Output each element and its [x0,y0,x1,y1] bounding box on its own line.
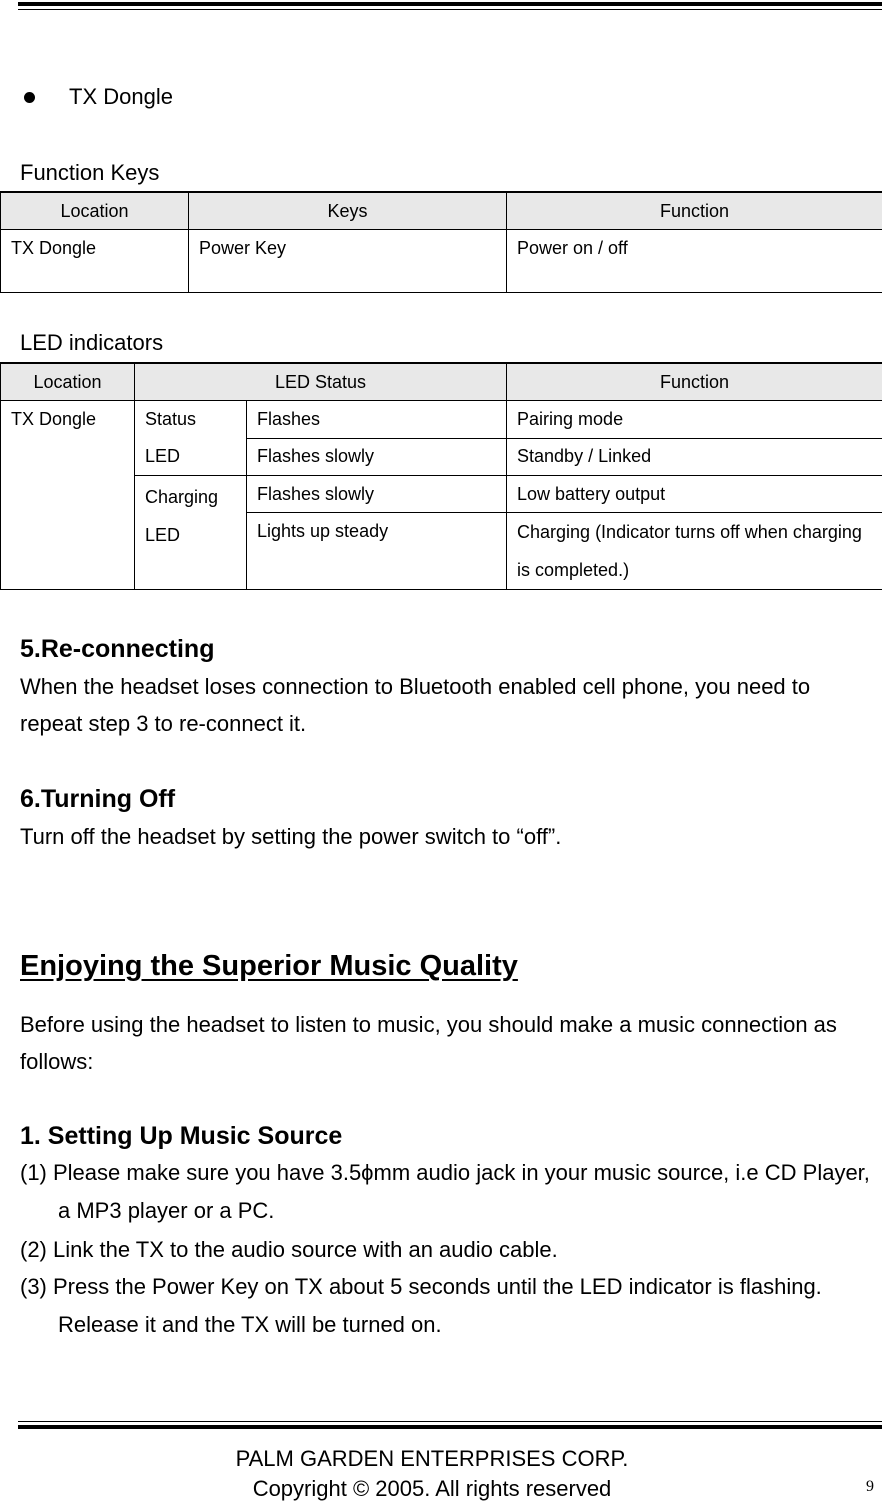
bottom-rule [18,1425,882,1429]
table-header-row [1,363,882,401]
setup-step-3: (3) Press the Power Key on TX about 5 seconds until the LED indicator is flashing. Release it and the TX will be turned on. [20,1268,882,1344]
cell-led-status: Flashes slowly [247,476,507,513]
cell-function: Low battery output [507,476,882,513]
footer-company: PALM GARDEN ENTERPRISES CORP. [0,1444,864,1474]
cell-led-status: Lights up steady [247,513,507,590]
cell-location: TX Dongle [1,401,135,590]
page-number: 9 [866,1478,874,1496]
cell-led-status: Flashes slowly [247,438,507,476]
cell-key: Power Key [189,230,507,293]
charging-led-line2: LED [145,525,180,545]
bullet-text: TX Dongle [69,84,173,110]
header-function: Function [507,363,882,401]
cell-led-status: Flashes [247,401,507,439]
cell-status-led [135,401,247,476]
status-led-line2: LED [145,446,180,466]
cell-function: Pairing mode [507,401,882,439]
footer-copyright: Copyright © 2005. All rights reserved [0,1474,864,1504]
led-caption: LED indicators [20,330,163,356]
top-rule [18,2,882,6]
table-row [1,401,882,439]
function-keys-caption: Function Keys [20,160,159,186]
charging-led-line1: Charging [145,487,218,507]
header-keys: Keys [189,192,507,230]
setup-step-1: (1) Please make sure you have 3.5ϕmm audio jack in your music source, i.e CD Player, a MP3 player or a PC. [20,1154,882,1230]
header-led-status: LED Status [135,363,507,401]
top-rule-thin [18,9,882,10]
bullet-icon [24,92,35,103]
turning-off-title: 6.Turning Off [20,785,175,814]
function-keys-table [0,191,882,293]
header-location: Location [1,363,135,401]
cell-charging-led [135,476,247,590]
reconnecting-title: 5.Re-connecting [20,635,214,664]
setup-title: 1. Setting Up Music Source [20,1122,342,1151]
cell-function: Standby / Linked [507,438,882,476]
header-function: Function [507,192,882,230]
table-row [1,230,882,293]
music-heading: Enjoying the Superior Music Quality [20,950,518,983]
header-location: Location [1,192,189,230]
turning-off-text: Turn off the headset by setting the power switch to “off”. [20,818,870,855]
cell-function: Power on / off [507,230,882,293]
status-led-line1: Status [145,409,196,429]
table-header-row [1,192,882,230]
reconnecting-text: When the headset loses connection to Bluetooth enabled cell phone, you need to repeat step 3 to re-connect it. [20,668,870,742]
cell-function: Charging (Indicator turns off when charging is completed.) [507,513,882,590]
setup-step-2: (2) Link the TX to the audio source with an audio cable. [20,1231,882,1269]
cell-location: TX Dongle [1,230,189,293]
music-intro: Before using the headset to listen to music, you should make a music connection as follows: [20,1006,870,1080]
bottom-rule-thin [18,1421,882,1422]
led-indicators-table [0,362,882,590]
